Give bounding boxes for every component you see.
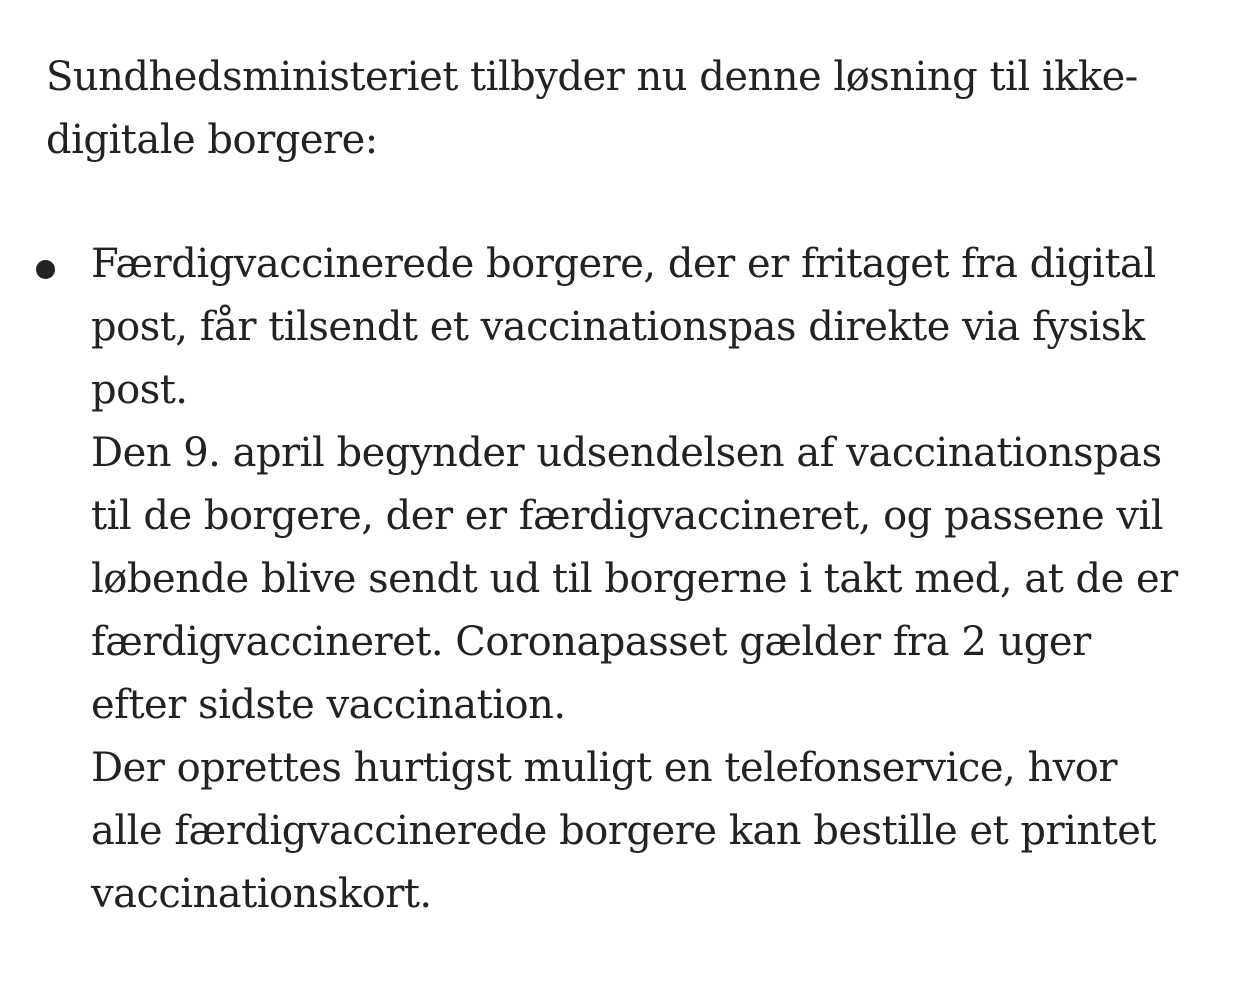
- list-item: [46, 233, 1216, 926]
- bullet-paragraph-dispatch-date: Den 9. april begynder udsendelsen af vaccinationspas til de borgere, der er færdigvaccineret, og passene vil løbende blive sendt ud til borgerne i takt med, at de er færdigvaccineret. Coronapasset gælder fra 2 uger efter sidste vaccination.: [91, 430, 1178, 728]
- bullet-paragraph-physical-post: Færdigvaccinerede borgere, der er fritaget fra digital post, får tilsendt et vaccinationspas direkte via fysisk post.: [91, 241, 1156, 413]
- bullet-dot-icon: [36, 260, 55, 279]
- article-body: [46, 46, 1216, 917]
- intro-paragraph: Sundhedsministeriet tilbyder nu denne løsning til ikke-digitale borgere:: [46, 54, 1138, 163]
- bullet-paragraph-phone-service: Der oprettes hurtigst muligt en telefonservice, hvor alle færdigvaccinerede borgere kan bestille et printet vaccinationskort.: [91, 745, 1156, 917]
- bullet-list: [46, 233, 1216, 926]
